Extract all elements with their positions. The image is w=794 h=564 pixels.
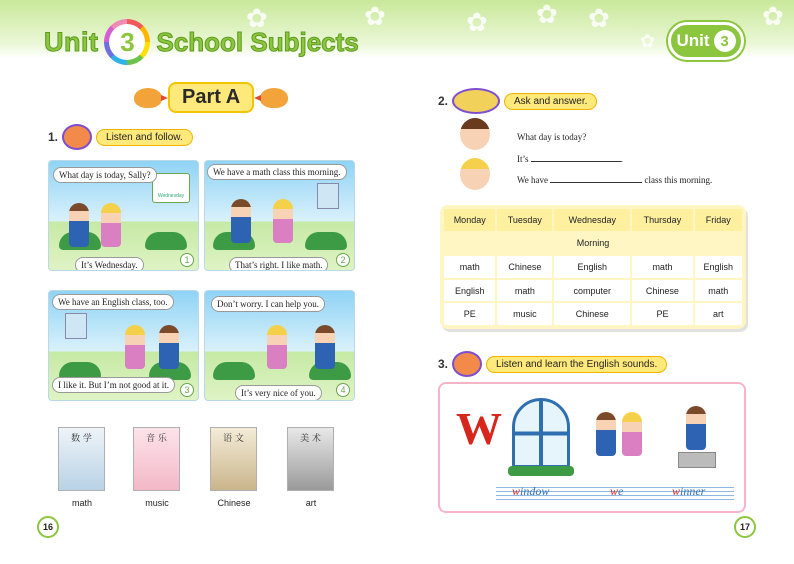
speech-bubble: What day is today, Sally?	[53, 167, 157, 183]
comic-panel-1	[48, 160, 199, 271]
day-cell: Thursday	[632, 209, 692, 231]
answer-line: It’s .	[517, 154, 624, 164]
day-cell: Wednesday	[554, 209, 630, 231]
subject-cell: music	[497, 303, 552, 325]
day-cell: Friday	[695, 209, 742, 231]
unit-pill: Unit 3	[668, 22, 744, 60]
subject-cell: math	[632, 256, 692, 278]
butterfly-icon: ✿	[536, 0, 558, 29]
book-label: art	[305, 498, 317, 508]
section3-heading: 3. Listen and learn the English sounds.	[438, 351, 667, 377]
speech-bubble: We have an English class, too.	[52, 294, 174, 310]
boy-figure	[315, 325, 335, 369]
boy-face-icon	[460, 118, 490, 150]
day-cell: Tuesday	[497, 209, 552, 231]
window-illustration	[512, 398, 570, 468]
part-a-heading	[134, 82, 288, 113]
table-row	[444, 280, 742, 302]
subject-cell: English	[695, 256, 742, 278]
table-row	[444, 303, 742, 325]
section2-instruction: Ask and answer.	[504, 93, 597, 110]
part-a-title: Part A	[168, 82, 254, 113]
class-line: We have class this morning.	[517, 175, 713, 185]
math-book-icon	[317, 183, 339, 209]
textbook-chinese: 语 文	[210, 427, 257, 491]
headphones-kid-icon	[452, 351, 482, 377]
butterfly-icon: ✿	[246, 4, 268, 33]
section3-instruction: Listen and learn the English sounds.	[486, 356, 667, 373]
subject-cell: computer	[554, 280, 630, 302]
butterfly-icon: ✿	[364, 2, 386, 31]
textbook-math: 数 学	[58, 427, 105, 491]
butterfly-icon: ✿	[640, 31, 656, 51]
comic-panel-4	[204, 290, 355, 401]
book-label: Chinese	[217, 498, 251, 508]
comic-panel-3	[48, 290, 199, 401]
section2-heading: 2. Ask and answer.	[438, 88, 597, 114]
sound-word-we: we	[610, 484, 624, 498]
girl-figure	[273, 199, 293, 243]
english-book-icon	[65, 313, 87, 339]
timetable	[440, 205, 746, 329]
speech-bubble: Don’t worry. I can help you.	[211, 296, 325, 312]
subject-cell: PE	[632, 303, 692, 325]
panel-index: 2	[336, 253, 350, 267]
subject-cell: art	[695, 303, 742, 325]
unit-title	[44, 22, 359, 62]
bird-icon	[260, 88, 288, 108]
subject-cell: math	[444, 256, 495, 278]
comic-panel-2	[204, 160, 355, 271]
girl-figure	[125, 325, 145, 369]
speech-bubble: That’s right. I like math.	[229, 257, 328, 271]
butterfly-icon: ✿	[762, 2, 784, 31]
speech-bubble: We have a math class this morning.	[207, 164, 347, 180]
textbook-art: 美 术	[287, 427, 334, 491]
two-kids-icon	[452, 88, 500, 114]
section1-heading: 1. Listen and follow.	[48, 124, 193, 150]
sounds-box	[438, 382, 746, 513]
girl-figure	[267, 325, 287, 369]
subject-cell: Chinese	[632, 280, 692, 302]
unit-pill-number: 3	[714, 30, 736, 52]
winner-figure	[686, 406, 706, 450]
boy-figure	[231, 199, 251, 243]
girl-figure	[622, 412, 642, 456]
textbook-music: 音 乐	[133, 427, 180, 491]
girl-face-icon	[460, 158, 490, 190]
table-row	[444, 256, 742, 278]
speech-bubble: It’s very nice of you.	[235, 385, 322, 401]
question-line: What day is today?	[517, 132, 587, 142]
podium	[678, 452, 716, 468]
panel-index: 3	[180, 383, 194, 397]
subject-title: School Subjects	[156, 26, 359, 57]
girl-figure	[101, 203, 121, 247]
unit-word: Unit	[44, 26, 99, 57]
unit-number-badge: 3	[104, 19, 150, 65]
subject-cell: math	[695, 280, 742, 302]
page-number: 16	[37, 516, 59, 538]
timetable-period-row	[444, 233, 742, 255]
butterfly-icon: ✿	[466, 8, 488, 37]
sound-word-window: window	[512, 484, 550, 498]
subject-cell: Chinese	[497, 256, 552, 278]
subject-cell: Chinese	[554, 303, 630, 325]
boy-figure	[159, 325, 179, 369]
calendar-icon: Wednesday	[152, 173, 190, 203]
speech-bubble: It’s Wednesday.	[75, 257, 144, 271]
day-cell: Monday	[444, 209, 495, 231]
timetable-days-row	[444, 209, 742, 231]
panel-index: 4	[336, 383, 350, 397]
period-label: Morning	[444, 233, 742, 255]
sound-word-winner: winner	[672, 484, 706, 498]
subject-cell: math	[497, 280, 552, 302]
speech-bubble: I like it. But I’m not good at it.	[52, 377, 175, 393]
headphones-kid-icon	[62, 124, 92, 150]
page-number: 17	[734, 516, 756, 538]
boy-figure	[69, 203, 89, 247]
bird-icon	[134, 88, 162, 108]
flower-planter	[508, 466, 574, 476]
boy-figure	[596, 412, 616, 456]
panel-index: 1	[180, 253, 194, 267]
section1-instruction: Listen and follow.	[96, 129, 193, 146]
butterfly-icon: ✿	[588, 4, 610, 33]
subject-cell: English	[554, 256, 630, 278]
book-label: math	[71, 498, 92, 508]
subject-cell: English	[444, 280, 495, 302]
subject-cell: PE	[444, 303, 495, 325]
sound-letter: W	[456, 403, 502, 454]
book-label: music	[145, 498, 169, 508]
